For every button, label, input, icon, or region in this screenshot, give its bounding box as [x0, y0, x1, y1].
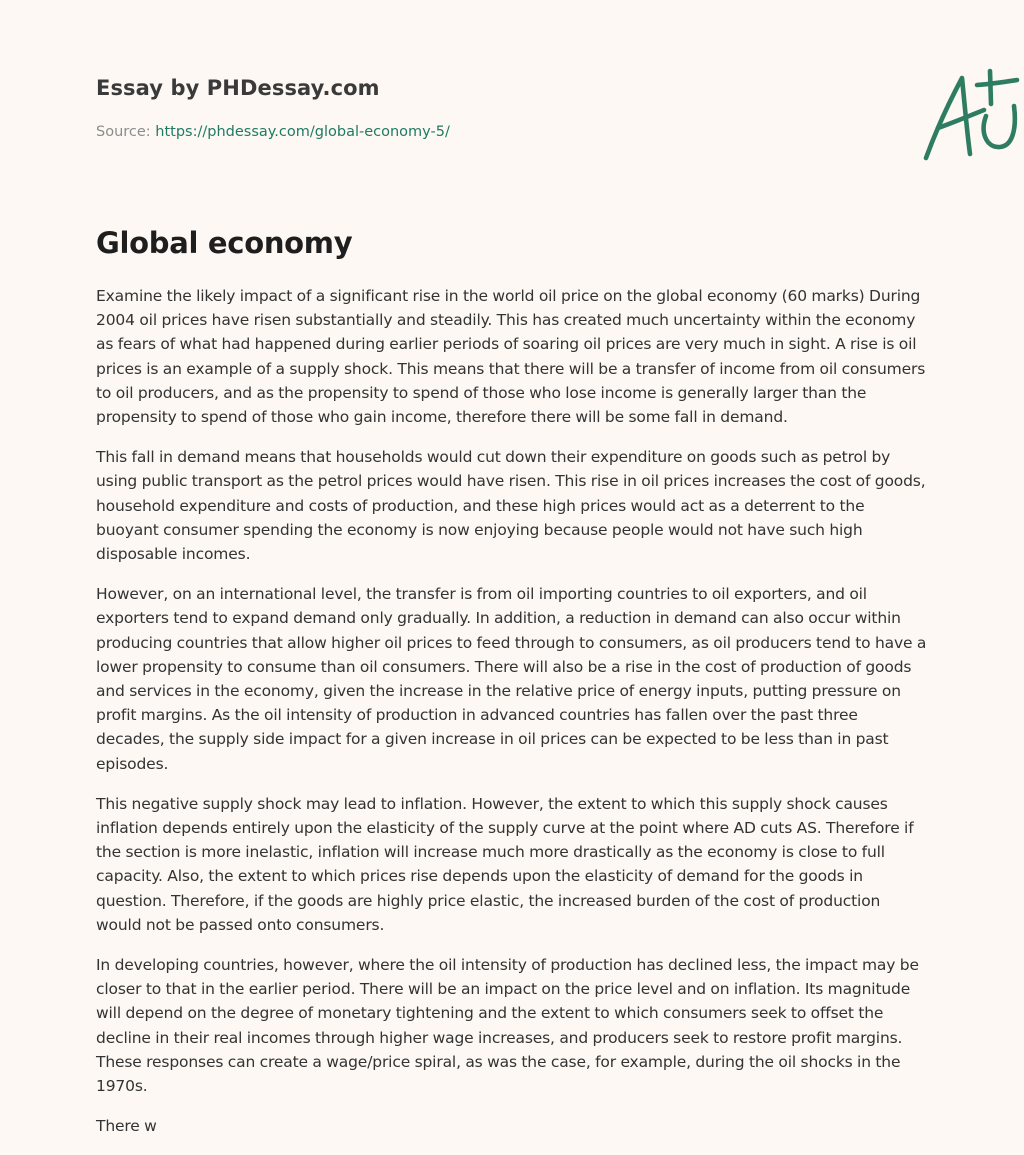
source-label: Source: [96, 124, 156, 140]
source-line [96, 124, 450, 140]
essay-paragraph: Examine the likely impact of a significant rise in the world oil price on the global economy (60 marks) During 2004 oil prices have risen substantially and steadily. This has created much uncertainty within the economy as fears of what had happened during earlier periods of soaring oil prices are very much in sight. A rise is oil prices is an example of a supply shock. This means that there will be a transfer of income from oil consumers to oil producers, and as the propensity to spend of those who lose income is generally larger than the propensity to spend of those who gain income, therefore there will be some fall in demand. [96, 287, 926, 427]
essay-paragraph: This fall in demand means that households would cut down their expenditure on goods such as petrol by using public transport as the petrol prices would have risen. This rise in oil prices increases the cost of goods, household expenditure and costs of production, and these high prices would act as a deterrent to the buoyant consumer spending the economy is now enjoying because people would not have such high disposable incomes. [96, 448, 926, 564]
essay-body [96, 284, 928, 1155]
essay-paragraph: This negative supply shock may lead to inflation. However, the extent to which this supply shock causes inflation depends entirely upon the elasticity of the supply curve at the point where AD cuts AS. Therefore if the section is more inelastic, inflation will increase much more drastically as the economy is close to full capacity. Also, the extent to which prices rise depends upon the elasticity of demand for the goods in question. Therefore, if the goods are highly price elastic, the increased burden of the cost of production would not be passed onto consumers. [96, 794, 914, 934]
essay-paragraph: In developing countries, however, where the oil intensity of production has declined less, the impact may be closer to that in the earlier period. There will be an impact on the price level and on inflation. Its magnitude will depend on the degree of monetary tightening and the extent to which consumers seek to offset the decline in their real incomes through higher wage increases, and producers seek to restore profit margins. These responses can create a wage/price spiral, as was the case, for example, during the oil shocks in the 1970s. [96, 956, 919, 1096]
source-link[interactable]: https://phdessay.com/global-economy-5/ [155, 124, 450, 140]
essay-paragraph: However, on an international level, the transfer is from oil importing countries to oil exporters, and oil exporters tend to expand demand only gradually. In addition, a reduction in demand can also occur within producing countries that allow higher oil prices to feed through to consumers, as oil producers tend to have a lower propensity to consume than oil consumers. There will also be a rise in the cost of production of goods and services in the economy, given the increase in the relative price of energy inputs, putting pressure on profit margins. As the oil intensity of production in advanced countries has fallen over the past three decades, the supply side impact for a given increase in oil prices can be expected to be less than in past episodes. [96, 585, 927, 773]
a-plus-grade-icon [920, 68, 1024, 164]
essay-paragraph-truncated: There w [96, 1117, 157, 1136]
essay-title: Global economy [96, 226, 353, 260]
brand-title: Essay by PHDessay.com [96, 76, 380, 100]
